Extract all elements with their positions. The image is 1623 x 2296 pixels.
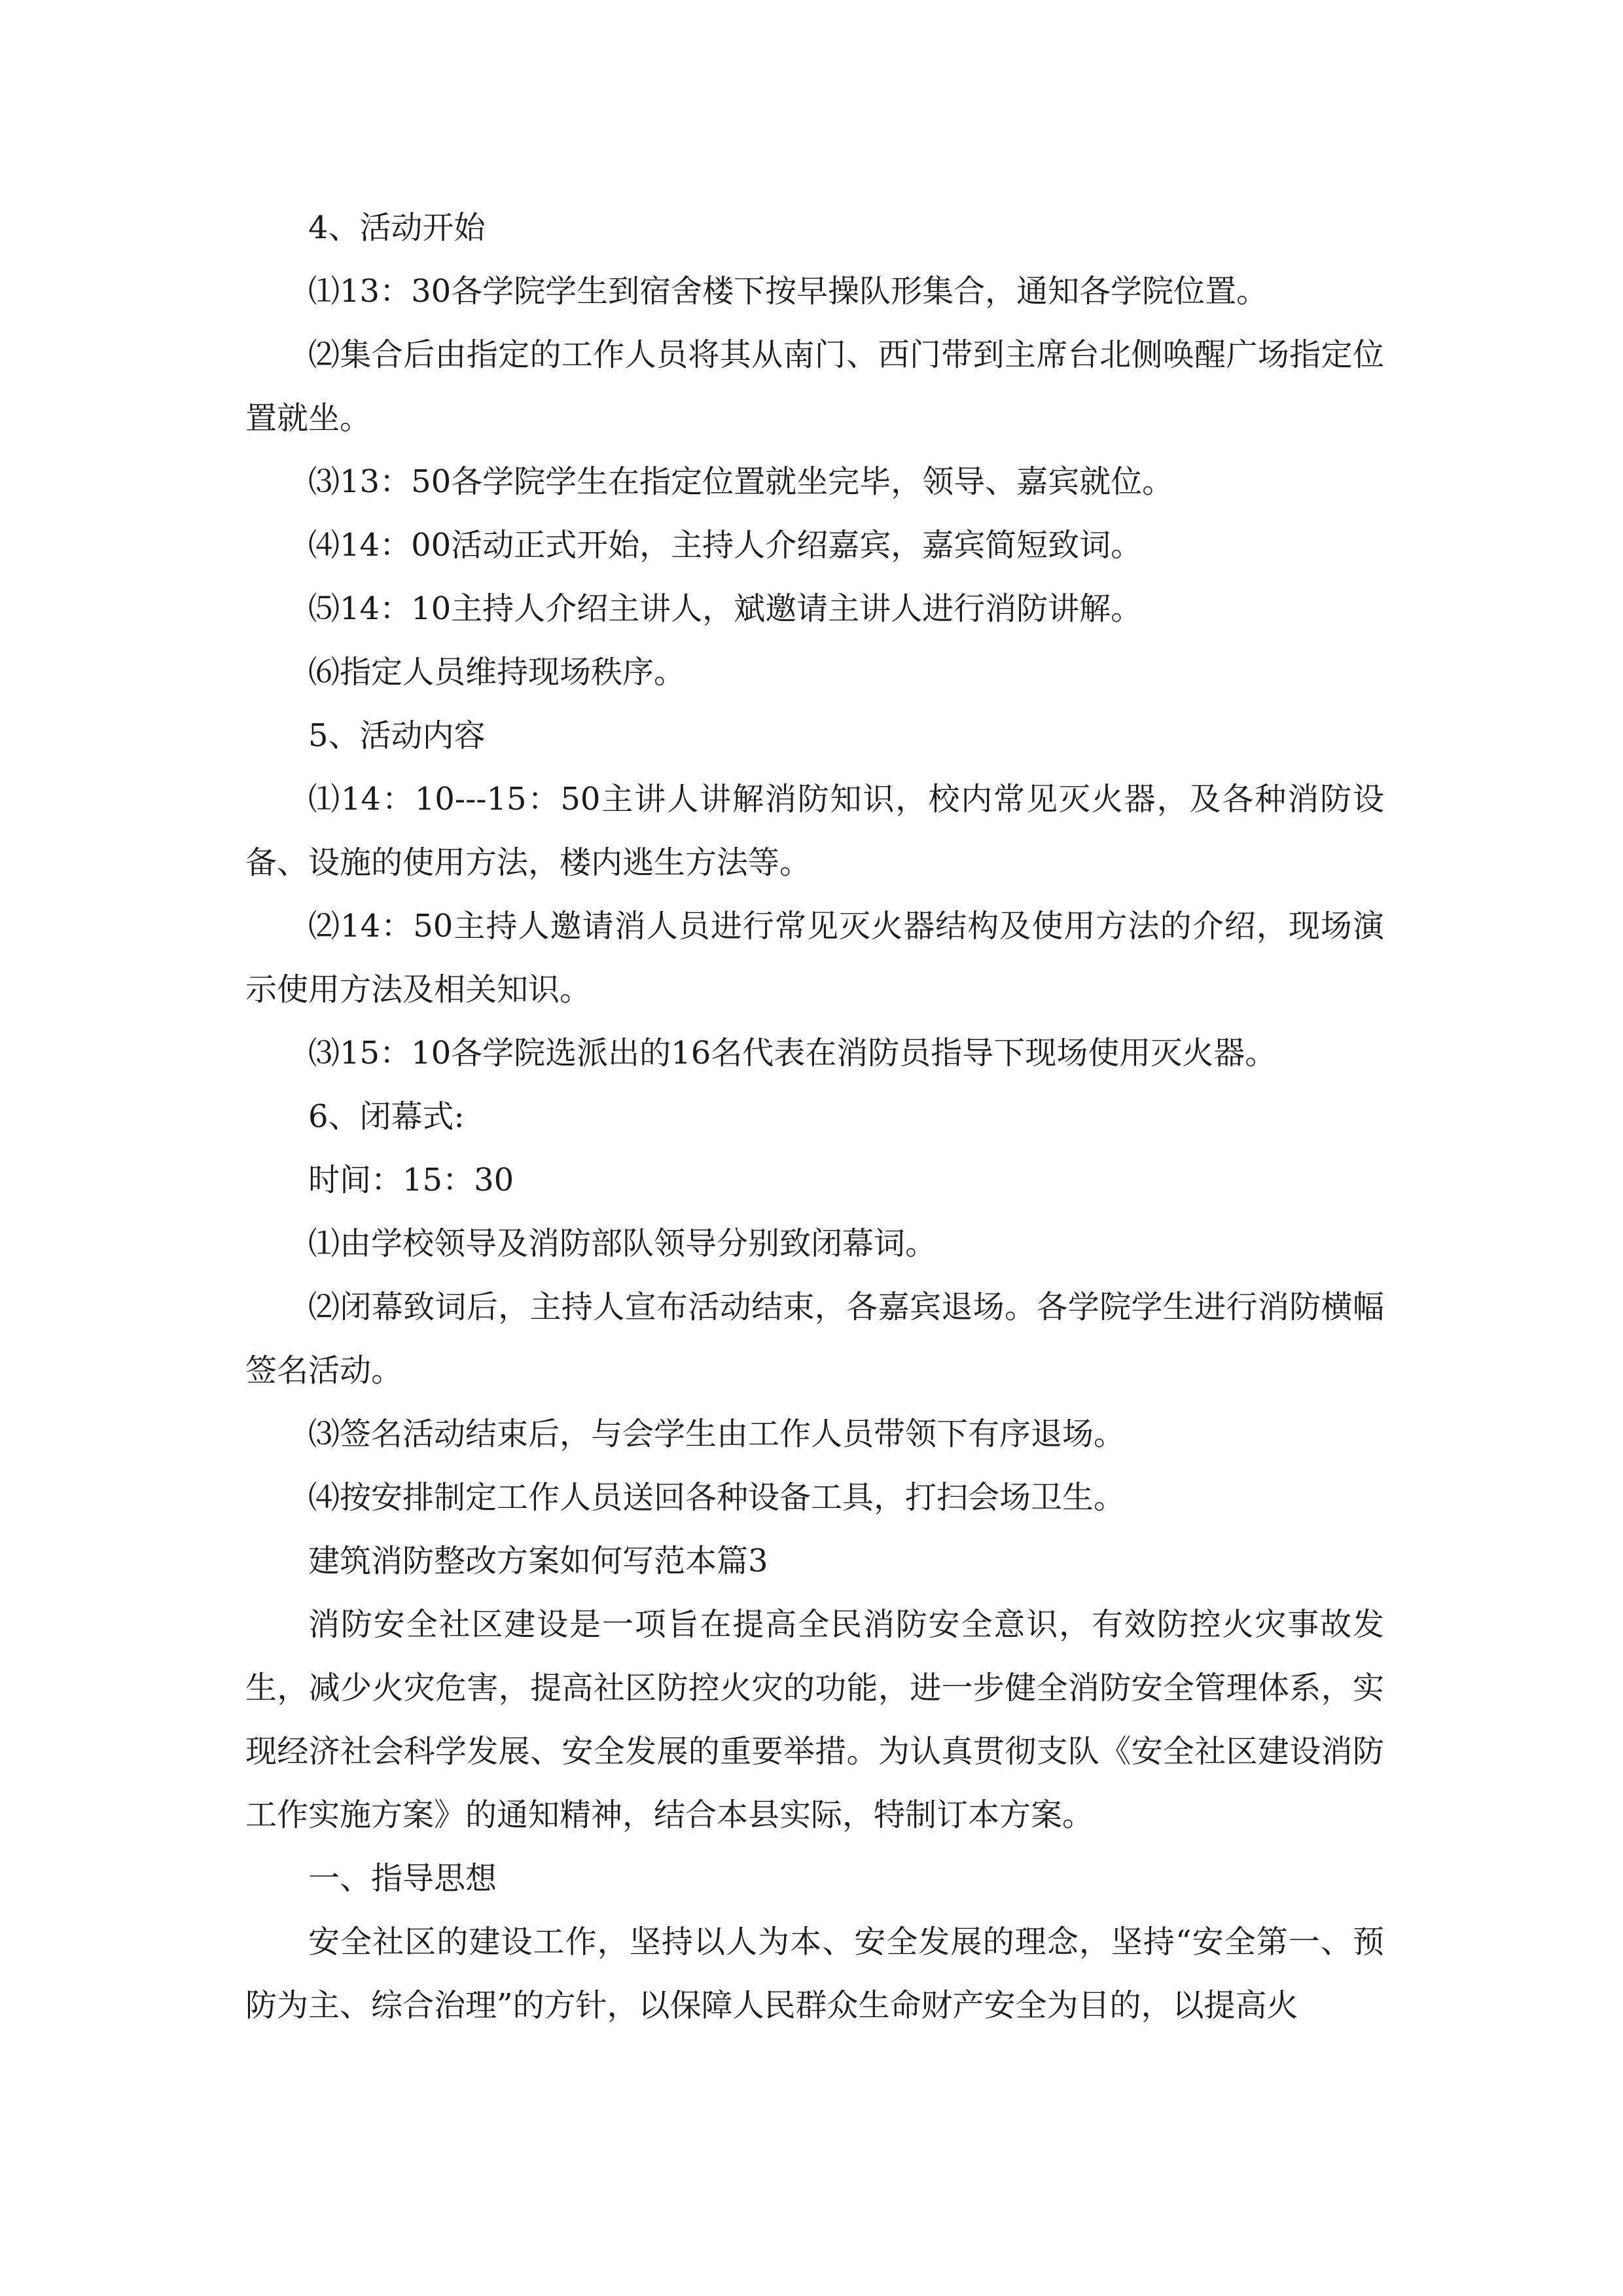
section-heading-activity-start: 4、活动开始 [308,209,486,246]
paragraph: ⑷按安排制定工作人员送回各种设备工具，打扫会场卫生。 [308,1479,1126,1516]
paragraph: ⑴14：10---15：50主讲人讲解消防知识，校内常见灭火器，及各种消防设备、设施的使用方法，楼内逃生方法等。 [245,781,1384,881]
section-heading-guiding-thought: 一、指导思想 [308,1860,497,1897]
paragraph: ⑹指定人员维持现场秩序。 [308,654,686,691]
paragraph: 消防安全社区建设是一项旨在提高全民消防安全意识，有效防控火灾事故发生，减少火灾危害，提高社区防控火灾的功能，进一步健全消防安全管理体系，实现经济社会科学发展、安全发展的重要举措。为认真贯彻支队《安全社区建设消防工作实施方案》的通知精神，结合本县实际，特制订本方案。 [245,1606,1384,1833]
paragraph: ⑴由学校领导及消防部队领导分别致闭幕词。 [308,1225,937,1262]
paragraph: ⑶15：10各学院选派出的16名代表在消防员指导下现场使用灭火器。 [308,1035,1277,1071]
article-title: 建筑消防整改方案如何写范本篇3 [308,1543,768,1579]
paragraph: ⑷14：00活动正式开始，主持人介绍嘉宾，嘉宾简短致词。 [308,527,1143,564]
paragraph: 时间：15：30 [308,1162,514,1198]
paragraph: ⑵闭幕致词后，主持人宣布活动结束，各嘉宾退场。各学院学生进行消防横幅签名活动。 [245,1289,1384,1389]
section-heading-closing: 6、闭幕式: [308,1098,465,1135]
paragraph: ⑵集合后由指定的工作人员将其从南门、西门带到主席台北侧唤醒广场指定位置就坐。 [245,336,1384,437]
paragraph: ⑶签名活动结束后，与会学生由工作人员带领下有序退场。 [308,1416,1126,1452]
paragraph: ⑵14：50主持人邀请消人员进行常见灭火器结构及使用方法的介绍，现场演示使用方法及相关知识。 [245,908,1384,1008]
paragraph: ⑴13：30各学院学生到宿舍楼下按早操队形集合，通知各学院位置。 [308,273,1268,310]
paragraph: ⑶13：50各学院学生在指定位置就坐完毕，领导、嘉宾就位。 [308,463,1174,500]
section-heading-activity-content: 5、活动内容 [308,717,486,754]
document-body [245,196,1384,2037]
paragraph: 安全社区的建设工作，坚持以人为本、安全发展的理念，坚持“安全第一、预防为主、综合治理”的方针，以保障人民群众生命财产安全为目的，以提高火 [245,1924,1384,2024]
paragraph: ⑸14：10主持人介绍主讲人，斌邀请主讲人进行消防讲解。 [308,590,1143,627]
